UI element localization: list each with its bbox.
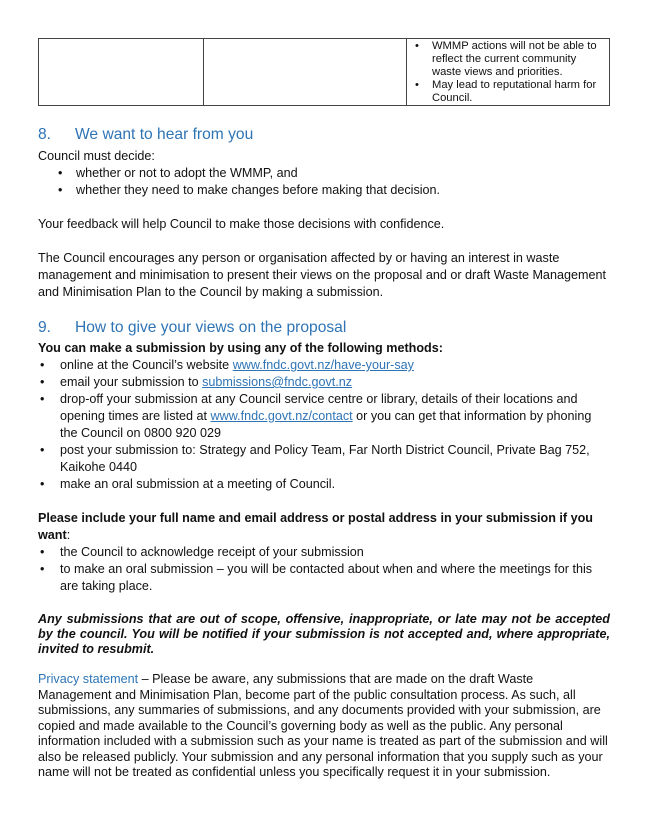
- document-page: [38, 38, 610, 781]
- table-bullet: • May lead to reputational harm for Council.: [407, 79, 605, 105]
- table-bullet: • WMMP actions will not be able to reflect the current community waste views and priorities.: [407, 40, 605, 79]
- table-cell-empty-1: [39, 39, 204, 106]
- contact-link[interactable]: www.fndc.govt.nz/contact: [210, 409, 353, 423]
- list-item: • make an oral submission at a meeting of Council.: [38, 476, 610, 493]
- list-item: [38, 374, 610, 391]
- section-title: How to give your views on the proposal: [75, 319, 347, 336]
- paragraph: Your feedback will help Council to make those decisions with confidence.: [38, 217, 445, 231]
- methods-list: [38, 357, 610, 493]
- text-span: email your submission to: [60, 375, 203, 389]
- list-item: • post your submission to: Strategy and Policy Team, Far North District Council, Private Bag 752, Kaikohe 0440: [38, 442, 610, 476]
- section-8-heading: [38, 125, 610, 145]
- bullet-list: [38, 544, 610, 595]
- include-bold-text: Please include your full name and email address or postal address in your submission if you want: [38, 511, 593, 542]
- privacy-text: – Please be aware, any submissions that are made on the draft Waste Management and Minimisation Plan, become part of the public consultation process. As such, all submissions, any summaries of submissions, and any documents provided with your submission, are copied and made available to the Council’s governing body as well as the public. Any personal information included with a submission such as your name is treated as part of the submission and will also be released publicly. Your submission and any personal information that you supply such as your name will not be treated as confidential unless you specifically request it in your submission.: [38, 672, 608, 779]
- list-item: • whether or not to adopt the WMMP, and: [38, 165, 610, 182]
- table-row: [39, 39, 610, 106]
- list-item: [38, 357, 610, 374]
- section-title: We want to hear from you: [75, 126, 254, 143]
- bullet-list: [38, 165, 610, 199]
- list-item: • the Council to acknowledge receipt of your submission: [38, 544, 610, 561]
- submissions-email-link[interactable]: submissions@fndc.govt.nz: [202, 375, 353, 389]
- paragraph: Council must decide:: [38, 149, 155, 163]
- text-span: :: [66, 528, 71, 542]
- options-table: [38, 38, 610, 106]
- paragraph: The Council encourages any person or organisation affected by or having an interest in waste management and minimisation to present their views on the proposal and or draft Waste Management and Minimisation Plan to the Council by making a submission.: [38, 251, 606, 299]
- have-your-say-link[interactable]: www.fndc.govt.nz/have-your-say: [232, 358, 414, 372]
- paragraph: [38, 510, 610, 544]
- list-item: [38, 391, 610, 442]
- list-item: • to make an oral submission – you will be contacted about when and where the meetings for this are taking place.: [38, 561, 610, 595]
- table-cell-empty-2: [204, 39, 407, 106]
- list-item: • whether they need to make changes before making that decision.: [38, 182, 610, 199]
- warning-paragraph: Any submissions that are out of scope, offensive, inappropriate, or late may not be accepted by the council. You will be notified if your submission is not accepted and, where appropriate, invited to resubmit.: [38, 612, 610, 656]
- text-span: online at the Council’s website: [60, 358, 233, 372]
- table-cell-disadvantages: [407, 39, 610, 106]
- section-number: 8.: [38, 126, 52, 143]
- section-9-heading: [38, 318, 610, 338]
- section-number: 9.: [38, 319, 52, 336]
- text-span: drop-off your submission at any Council service centre or library, details of their locations and opening times are listed at: [60, 392, 578, 423]
- privacy-statement-label: Privacy statement: [38, 672, 139, 686]
- paragraph-bold: You can make a submission by using any of the following methods:: [38, 341, 443, 355]
- privacy-paragraph: [38, 672, 610, 781]
- text-span: or you can get that information by phoning the Council on 0800 920 029: [60, 409, 592, 440]
